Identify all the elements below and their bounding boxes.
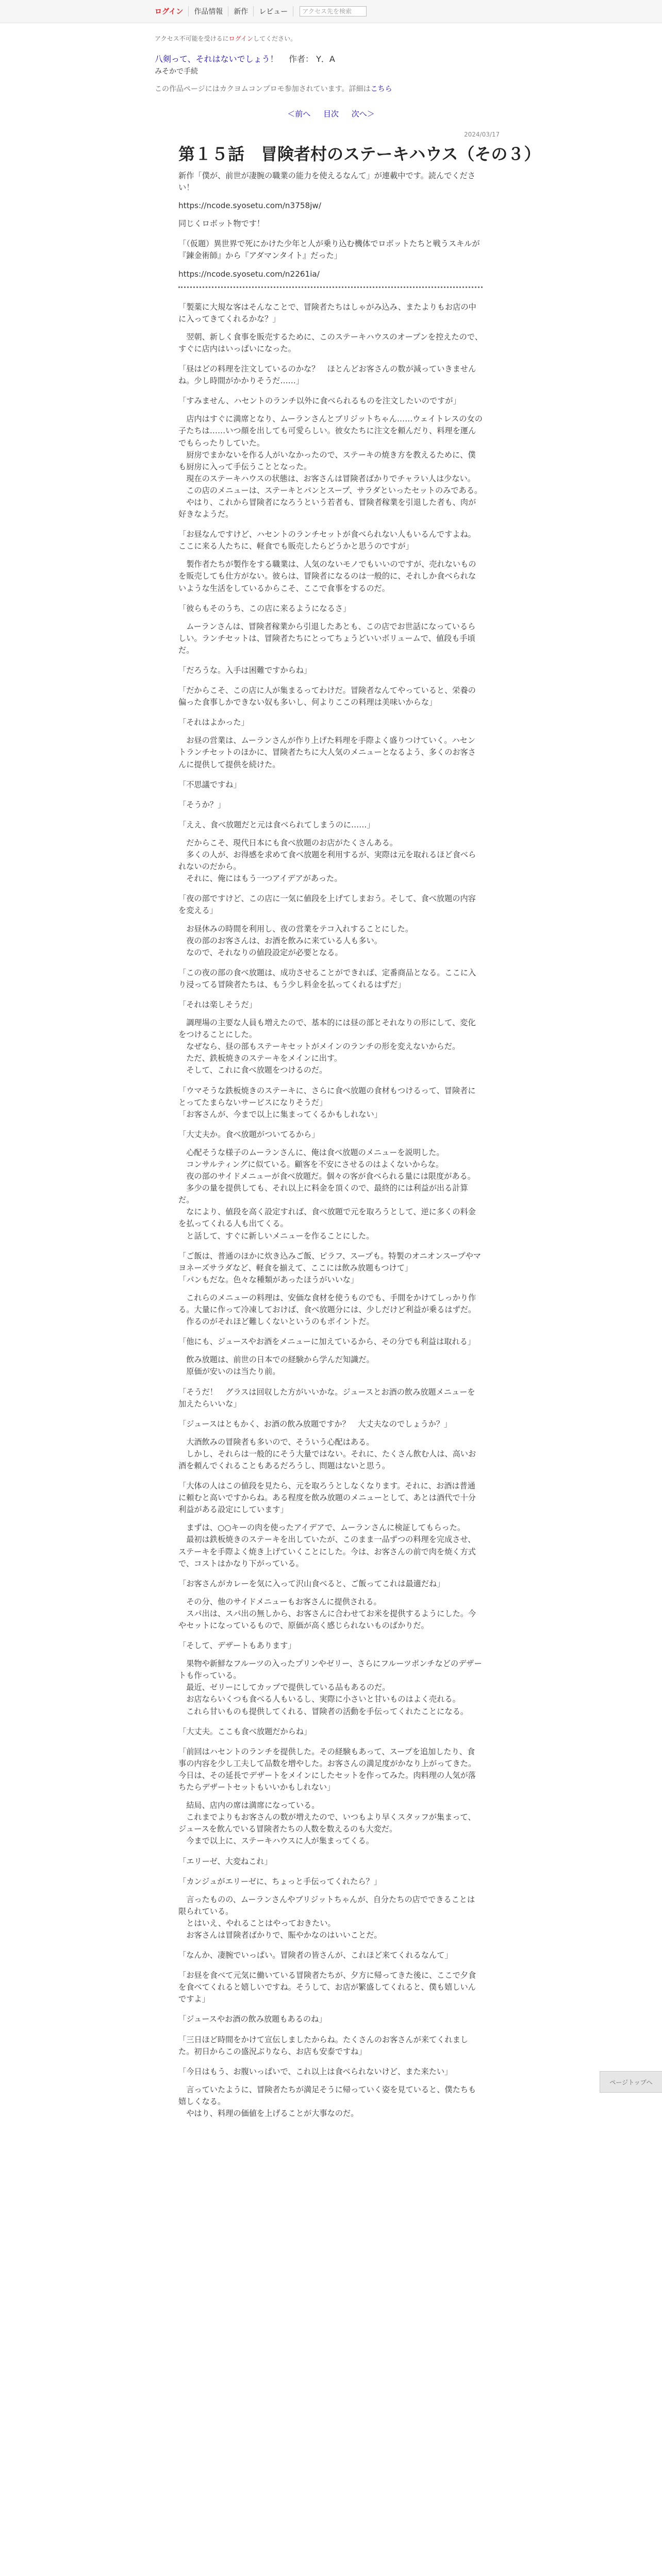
next-link[interactable]: 次へ＞	[351, 109, 375, 118]
chapter-title: 第１５話 冒険者村のステーキハウス（その３）	[178, 144, 541, 164]
story-paragraph: 「それはよかった」	[178, 718, 249, 727]
pager	[0, 108, 662, 119]
preface-paragraph: 「（仮題）異世界で死にかけた少年と人が乗り込む機体でロボットたちと戦うスキルが『錬金術師』から『アダマンタイト』だった」	[178, 239, 480, 261]
story-paragraph: 「ジュースはともかく、お酒の飲み放題ですか？ 大丈夫なのでしょうか？」	[178, 1419, 452, 1429]
story-paragraph: 言ったものの、ムーランさんやブリジットちゃんが、自分たちの店でできることは限られている。 とはいえ、やれることはやっておきたい。 お客さんは冒険者ばかりで、賑やかなのはいいことだ。	[178, 1894, 475, 1940]
story-paragraph: 「夜の部ですけど、この店に一気に値段を上げてしまおう。そして、食べ放題の内容を変える」	[178, 894, 476, 916]
story-paragraph: 「ご飯は、普通のほかに炊き込みご飯、ピラフ、スープも。特製のオニオンスープやマヨネーズサラダなど、軽食を揃えて、ここには飲み放題もつけて」 「パンもだな。色々な種類があったほうがいいな」	[178, 1251, 481, 1284]
story-paragraph: 「それは楽しそうだ」	[178, 999, 257, 1009]
contest-note-text: この作品ページにはカクヨムコンプロモ参加されています。詳細は	[155, 85, 371, 93]
notice-login-link[interactable]: ログイン	[228, 35, 254, 42]
top-bar	[0, 0, 662, 23]
toc-link[interactable]: 目次	[323, 109, 339, 118]
story-paragraph: その分、他のサイドメニューもお客さんに提供される。 スパ出は、スパ出の無しから、お客さんに合わせてお米を提供するようにした。今やセットになっているもので、原価が高く感じられないものばかりだ。	[178, 1597, 476, 1630]
preface-paragraph: 同じくロボット物です！	[178, 219, 265, 229]
story-paragraph: 「前回はハセントのランチを提供した。その経験もあって、スープを追加したり、食事の内容を少し工夫して品数を増やした。お客さんの満足度がかなり上がってきた。今日は、その延長でデザートをメインにしたセットを作ってみた。肉料理の人気が落ちたらデザートセットもいいかもしれない」	[178, 1747, 476, 1792]
prev-link[interactable]: ＜前へ	[287, 109, 311, 118]
story-paragraph: 「エリーゼ、大変ねこれ」	[178, 1856, 272, 1866]
story-paragraph: 「カンジュがエリーゼに、ちょっと手伝ってくれたら？」	[178, 1876, 382, 1886]
login-link[interactable]: ログイン	[150, 6, 189, 16]
story-paragraph: 「お昼を食べて元気に働いている冒険者たちが、夕方に帰ってきた後に、ここで夕食を食べてくれると嬉しいですね。そうして、お店が繁盛してくれると、僕も嬉しいんですよ」	[178, 1971, 476, 2004]
story-paragraph: 「だろうな。入手は困難ですからね」	[178, 666, 312, 675]
story-paragraph: 飲み放題は、前世の日本での経験から学んだ知識だ。 原価が安いのは当たり前。	[178, 1355, 374, 1377]
story-paragraph: 「他にも、ジュースやお酒をメニューに加えているから、その分でも利益は取れる」	[178, 1337, 476, 1347]
story-paragraph: 「三日ほど時間をかけて宣伝しましたからね。たくさんのお客さんが来てくれました。初日からこの盛況ぶりなら、お店も安泰ですね」	[178, 2035, 468, 2056]
story-paragraph: 翌朝、新しく食事を販売するために、このステーキハウスのオープンを控えたので、すぐに店内はいっぱいになった。	[178, 332, 483, 353]
story-paragraph: 大酒飲みの冒険者も多いので、そういう心配はある。 しかし、それらは一般的にそう大量ではない。それに、たくさん飲む人は、高いお酒を頼んでくれることもあるだろうし、問題はないと思う。	[178, 1437, 476, 1470]
story-paragraph: 「不思議ですね」	[178, 779, 241, 789]
notice-text-post: してください。	[253, 35, 297, 42]
story-paragraph: 「そして、デザートもあります」	[178, 1641, 296, 1651]
story-text	[178, 301, 483, 2120]
story-paragraph: 「この夜の部の食べ放題は、成功させることができれば、定番商品となる。ここに入り浸ってる冒険者たちは、もう少し料金を払ってくれるはずだ」	[178, 968, 476, 989]
story-paragraph: 「大丈夫。ここも食べ放題だからね」	[178, 1726, 312, 1736]
story-paragraph: 「ええ、食べ放題だと元は食べられてしまうのに……」	[178, 820, 375, 829]
episode-info: みそかで手続	[155, 67, 198, 76]
contest-note-link[interactable]: こちら	[370, 85, 392, 93]
story-paragraph: 言っていたように、冒険者たちが満足そうに帰っていく姿を見ていると、僕たちも嬉しくなる。 やはり、料理の価値を上げることが大事なのだ。	[178, 2084, 476, 2118]
contest-note	[155, 83, 392, 94]
story-paragraph: お昼の営業は、ムーランさんが作り上げた料理を手際よく盛りつけていく。ハセントランチセットのほかに、冒険者たちに大人気のメニューとなるよう、多くのお客さんに提供して提供を続けた。	[178, 736, 476, 769]
story-paragraph: 「お昼なんですけど、ハセントのランチセットが食べられない人もいるんですよね。ここに来る人たちに、軽食でも販売したらどうかと思うのですが」	[178, 530, 476, 551]
story-paragraph: 「すみません、ハセントのランチ以外に食べられるものを注文したいのですが」	[178, 396, 461, 406]
post-date: 2024/03/17	[464, 131, 500, 138]
story-paragraph: 「そうだ！ グラスは回収した方がいいかな。ジュースとお酒の飲み放題メニューを加えたらいいな」	[178, 1387, 475, 1409]
login-notice	[155, 34, 296, 43]
author-name[interactable]: 作者： Y．A	[289, 54, 335, 64]
story-paragraph: 心配そうな様子のムーランさんに、俺は食べ放題のメニューを説明した。 コンサルティングに似ている。顧客を不安にさせるのはよくないからな。 夜の部のサイドメニューが食べ放題だ。個々の客が食べられる量には限度がある。 多少の量を提供しても、それ以上に料金を頂くので、最終的には利益が出る計算だ。 なにより、値段を高く設定すれば、食べ放題で元を取ろうとして、逆に多くの料金を払ってくれる人も出てくる。 と話して、すぐに新しいメニューを作ることにした。	[178, 1147, 476, 1241]
story-paragraph: 果物や新鮮なフルーツの入ったプリンやゼリー、さらにフルーツポンチなどのデザートも作っている。 最近、ゼリーにしてカップで提供している品もあるのだ。 お店ならいくつも食べる人もいるし、実際に小さいと甘いものはよく売れる。 これら甘いものも提供してくれる、冒険者の活動を手伝ってくれたことになる。	[178, 1659, 482, 1716]
author-preface	[178, 170, 483, 280]
story-paragraph: 調理場の主要な人員も増えたので、基本的には昼の部とそれなりの形にして、変化をつけることにした。 なぜなら、昼の部もステーキセットがメインのランチの形を変えないからだ。 ただ、鉄板焼きのステーキをメインに出す。 そして、これに食べ放題をつけるのだ。	[178, 1018, 476, 1075]
story-paragraph: 結局、店内の席は満席になっている。 これまでよりもお客さんの数が増えたので、いつもより早くスタッフが集まって、ジュースを飲んでいる冒険者たちの人数を数えるのも大変だ。 今まで以上に、ステーキハウスに人が集まってくる。	[178, 1801, 476, 1846]
story-paragraph: 「今日はもう、お腹いっぱいで、これ以上は食べられないけど、また来たい」	[178, 2066, 453, 2076]
story-paragraph: 「製薬に大規な客はそんなことで、冒険者たちはしゃがみ込み、またよりもお店の中に入ってきてくれるかな？」	[178, 302, 476, 324]
nav-item-works[interactable]: 作品情報	[189, 6, 228, 16]
story-paragraph: ムーランさんは、冒険者稼業から引退したあとも、この店でお世話になっているらしい。ランチセットは、冒険者たちにとってちょうどいいボリュームで、値段も手頃だ。	[178, 621, 476, 655]
story-paragraph: まずは、○○キーの肉を使ったアイデアで、ムーランさんに検証してもらった。 最初は鉄板焼きのステーキを出していたが、このまま一品ずつの料理を完成させ、ステーキを手際よく焼き上げていくことにした。今は、お客さんの前で肉を焼く方式で、コストはかなり下がっている。	[178, 1523, 476, 1568]
page-top-button[interactable]: ページトップへ	[600, 2071, 662, 2093]
story-paragraph: だからこそ、現代日本にも食べ放題のお店がたくさんある。 多くの人が、お得感を求めて食べ放題を利用するが、実際は元を取れるほど食べられないのだから。 それに、俺にはもう一つアイデアがあった。	[178, 838, 476, 884]
story-paragraph: 製作者たちが製作をする職業は、人気のないモノでもいいのですが、売れないものを販売しても仕方がない。彼らは、冒険者になるのは一般的に、それしか食べられないような生活をしているからこそ、ここで食事をするのだ。	[178, 560, 476, 593]
story-paragraph: 「大丈夫か。食べ放題がついてるから」	[178, 1129, 320, 1139]
preface-divider	[178, 286, 483, 288]
story-paragraph: 「彼らもそのうち、この店に来るようになるさ」	[178, 603, 351, 613]
series-title[interactable]: 八剣って、それはないでしょう！	[155, 54, 278, 64]
story-paragraph: 「なんか、凄腕でいっぱい。冒険者の皆さんが、これほど来てくれるなんて」	[178, 1951, 453, 1960]
story-paragraph: 「昼はどの料理を注文しているのかな？ ほとんどお客さんの数が減っていきませんね。少し時間がかかりそうだ……」	[178, 364, 476, 386]
preface-paragraph[interactable]: https://ncode.syosetu.com/n2261ia/	[178, 269, 320, 279]
story-paragraph: これらのメニューの料理は、安価な食材を使うものでも、手間をかけてしっかり作る。大量に作って冷凍しておけば、食べ放題分には、少しだけど利益が乗るはずだ。 作るのがそれほど難しくないというのもポイントだ。	[178, 1293, 476, 1327]
story-paragraph: 「お客さんがカレーを気に入って沢山食べると、ご飯ってこれは最適だね」	[178, 1579, 445, 1588]
story-paragraph: 「大体の人はこの値段を見たら、元を取ろうとしなくなります。それに、お酒は普通に頼むと高いですからね。ある程度を飲み放題のメニューとして、あとは酒代で十分利益がある設定にしています」	[178, 1481, 476, 1515]
story-paragraph: 「ジュースやお酒の飲み放題もあるのね」	[178, 2014, 327, 2024]
story-paragraph: 店内はすぐに満席となり、ムーランさんとブリジットちゃん……ウェイトレスの女の子たちは……いつ顔を出しても可愛らしい。彼女たちに注文を頼んだり、料理を運んでもらったりしていた。 厨房でまかないを作る人がいなかったので、ステーキの焼き方を教えるために、僕も厨房に入って手伝うこととなった。 現在のステーキハウスの状態は、お客さんは冒険者ばかりでチャラい人は少ない。 この店のメニューは、ステーキとパンとスープ、サラダといったセットのみである。 やはり、これから冒険者になろうという若者も、冒険者稼業を引退した者も、肉が好きなようだ。	[178, 414, 483, 519]
story-paragraph: 「ウマそうな鉄板焼きのステーキに、さらに食べ放題の食材もつけるって、冒険者にとってたまらないサービスになりそうだ」 「お客さんが、今まで以上に集まってくるかもしれない」	[178, 1086, 476, 1119]
notice-text-pre: アクセス不可能を受けるに	[155, 35, 229, 42]
story-paragraph: 「だからこそ、この店に人が集まるってわけだ。冒険者なんてやっていると、栄養の偏った食事しかできない奴も多いし、何よりここの料理は美味いからな」	[178, 686, 476, 707]
story-paragraph: 「そうか？」	[178, 800, 226, 809]
nav-item-review[interactable]: レビュー	[254, 6, 293, 16]
story-paragraph: お昼休みの時間を利用し、夜の営業をテコ入れすることにした。 夜の部のお客さんは、お酒を飲みに来ている人も多い。 なので、それなりの値段設定が必要となる。	[178, 924, 413, 957]
preface-paragraph: 新作「僕が、前世が凄腕の職業の能力を使えるなんて」が連載中です。読んでください！	[178, 171, 475, 193]
top-nav	[150, 6, 367, 16]
chapter-body	[178, 170, 483, 2576]
nav-item-new[interactable]: 新作	[228, 6, 254, 16]
preface-paragraph[interactable]: https://ncode.syosetu.com/n3758jw/	[178, 201, 321, 211]
search-input[interactable]: アクセス先を検索	[300, 6, 367, 16]
